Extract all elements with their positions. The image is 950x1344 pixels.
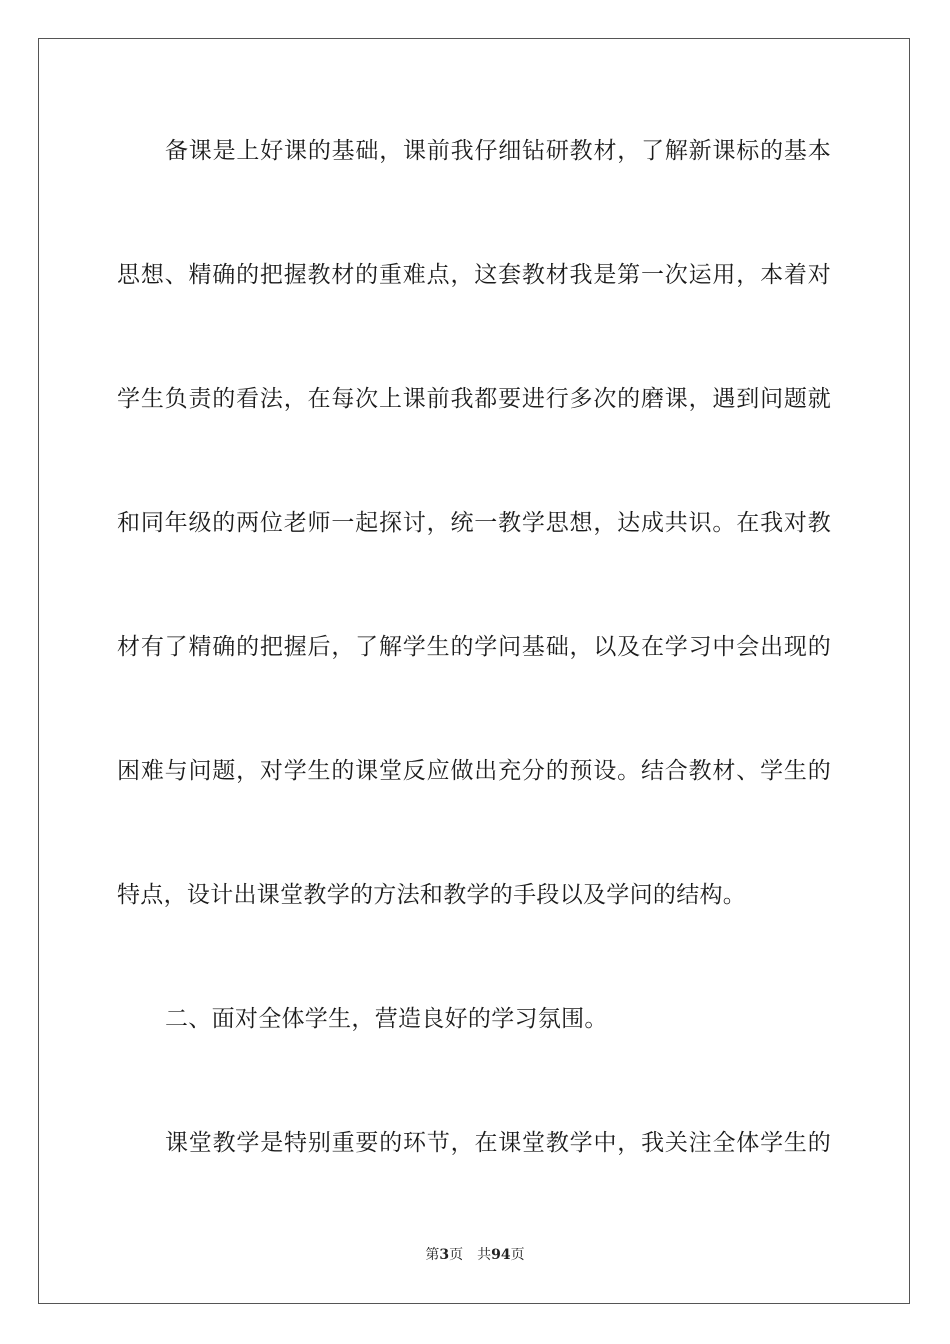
paragraph-line: 备课是上好课的基础，课前我仔细钻研教材，了解新课标的基本 [165, 138, 831, 164]
current-page-number: 3 [439, 1247, 450, 1263]
total-label-suffix: 页 [510, 1247, 525, 1263]
paragraph-line: 困难与问题，对学生的课堂反应做出充分的预设。结合教材、学生的 [117, 758, 831, 784]
total-label-prefix: 共 [477, 1247, 492, 1263]
paragraph-line: 特点，设计出课堂教学的方法和教学的手段以及学问的结构。 [117, 882, 747, 908]
paragraph-line: 思想、精确的把握教材的重难点，这套教材我是第一次运用，本着对 [117, 262, 831, 288]
page-label-prefix: 第 [425, 1247, 440, 1263]
page-border [38, 38, 910, 1304]
paragraph-line: 和同年级的两位老师一起探讨，统一教学思想，达成共识。在我对教 [117, 510, 831, 536]
paragraph-line: 材有了精确的把握后，了解学生的学问基础，以及在学习中会出现的 [117, 634, 831, 660]
section-heading: 二、面对全体学生，营造良好的学习氛围。 [165, 1006, 608, 1032]
paragraph-line: 学生负责的看法，在每次上课前我都要进行多次的磨课，遇到问题就 [117, 386, 831, 412]
total-page-number: 94 [491, 1247, 511, 1263]
page-label-suffix: 页 [449, 1247, 464, 1263]
page-footer [0, 1246, 950, 1264]
paragraph-line: 课堂教学是特别重要的环节，在课堂教学中，我关注全体学生的 [165, 1130, 831, 1156]
